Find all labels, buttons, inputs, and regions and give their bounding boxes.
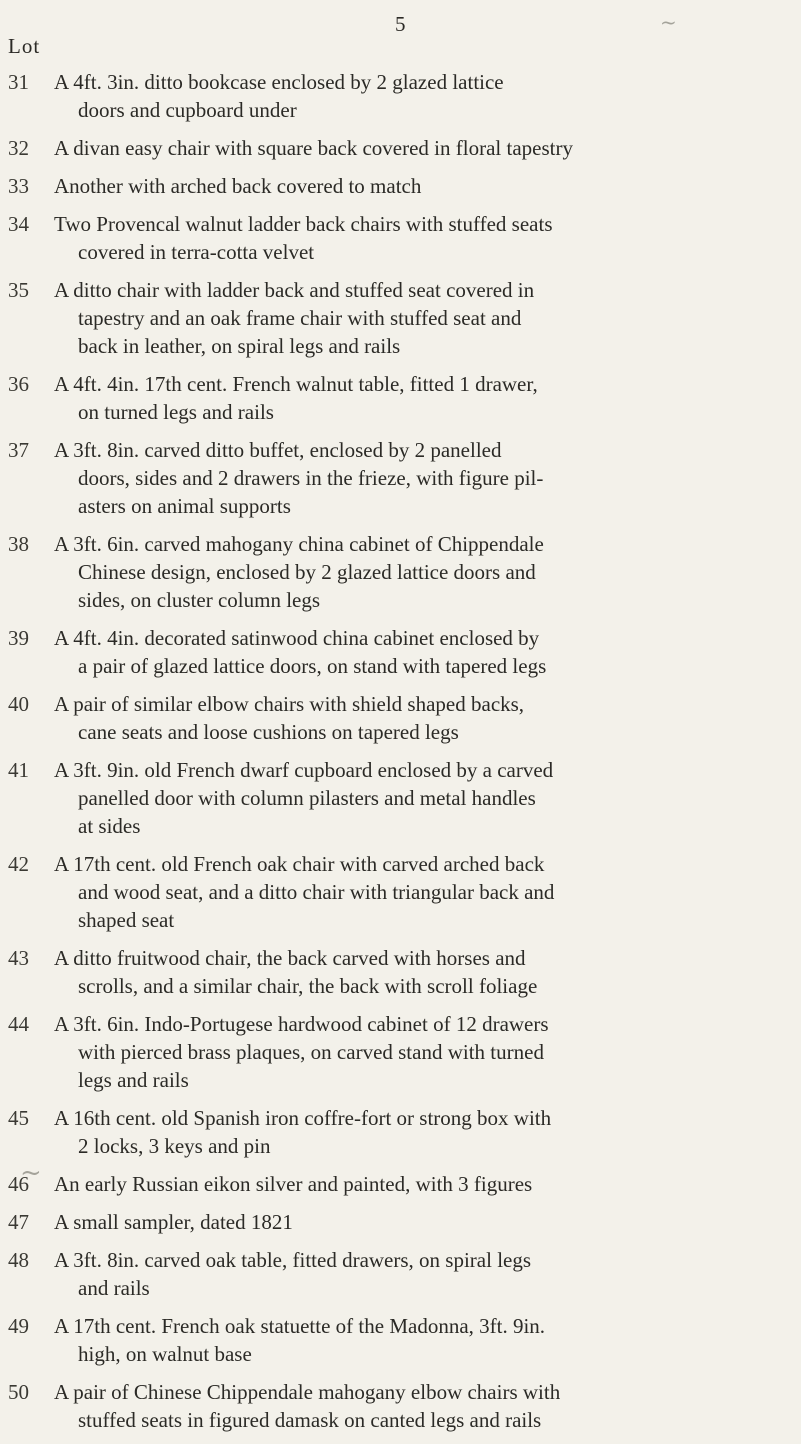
lot-entry xyxy=(0,624,801,680)
lot-entry xyxy=(0,68,801,124)
lot-number: 36 xyxy=(8,372,29,396)
lot-description-line: A 3ft. 9in. old French dwarf cupboard enclosed by a carved xyxy=(54,758,554,782)
lot-number: 42 xyxy=(8,852,29,876)
lot-number: 39 xyxy=(8,626,29,650)
lot-description-line: and rails xyxy=(78,1276,150,1300)
lot-description xyxy=(54,276,724,360)
lot-description-line: A pair of Chinese Chippendale mahogany elbow chairs with xyxy=(54,1380,561,1404)
lot-entry xyxy=(0,370,801,426)
lot-description xyxy=(54,530,724,614)
lot-description xyxy=(54,436,724,520)
lot-description-line: A 17th cent. French oak statuette of the Madonna, 3ft. 9in. xyxy=(54,1314,546,1338)
lot-entry xyxy=(0,1010,801,1094)
lot-description-line: A 16th cent. old Spanish iron coffre-fort or strong box with xyxy=(54,1106,552,1130)
lot-description xyxy=(54,172,724,200)
lot-number: 32 xyxy=(8,136,29,160)
lot-entry xyxy=(0,1170,801,1198)
lot-entry xyxy=(0,530,801,614)
lot-description-line: panelled door with column pilasters and metal handles xyxy=(78,786,536,810)
lot-number: 31 xyxy=(8,70,29,94)
lot-description xyxy=(54,944,724,1000)
lot-number: 46 xyxy=(8,1172,29,1196)
lot-description xyxy=(54,1246,724,1302)
lot-entry xyxy=(0,1312,801,1368)
lot-description-line: legs and rails xyxy=(78,1068,189,1092)
lot-entry xyxy=(0,944,801,1000)
lot-entry xyxy=(0,210,801,266)
lot-description-line: shaped seat xyxy=(78,908,175,932)
lot-column-header: Lot xyxy=(8,34,41,58)
lot-description-line: stuffed seats in figured damask on canted legs and rails xyxy=(78,1408,542,1432)
lot-description-line: scrolls, and a similar chair, the back with scroll foliage xyxy=(78,974,538,998)
lot-description xyxy=(54,850,724,934)
lot-entry xyxy=(0,436,801,520)
lot-entry xyxy=(0,1378,801,1434)
lot-description-line: A ditto chair with ladder back and stuffed seat covered in xyxy=(54,278,535,302)
lot-description xyxy=(54,624,724,680)
lot-description-line: with pierced brass plaques, on carved stand with turned xyxy=(78,1040,544,1064)
page-number: 5 xyxy=(395,12,406,36)
lot-number: 47 xyxy=(8,1210,29,1234)
lot-number: 38 xyxy=(8,532,29,556)
lot-description xyxy=(54,68,724,124)
lot-description-line: sides, on cluster column legs xyxy=(78,588,321,612)
lot-description-line: A 3ft. 8in. carved ditto buffet, enclosed by 2 panelled xyxy=(54,438,502,462)
lot-number: 34 xyxy=(8,212,29,236)
lot-description-line: asters on animal supports xyxy=(78,494,291,518)
lot-description-line: a pair of glazed lattice doors, on stand with tapered legs xyxy=(78,654,547,678)
lot-description xyxy=(54,1010,724,1094)
lot-description-line: high, on walnut base xyxy=(78,1342,252,1366)
lot-description-line: covered in terra-cotta velvet xyxy=(78,240,315,264)
lot-entry xyxy=(0,134,801,162)
lot-description-line: A 4ft. 3in. ditto bookcase enclosed by 2 glazed lattice xyxy=(54,70,504,94)
lot-number: 43 xyxy=(8,946,29,970)
lot-description-line: A pair of similar elbow chairs with shield shaped backs, xyxy=(54,692,525,716)
lot-description xyxy=(54,1104,724,1160)
lot-description-line: tapestry and an oak frame chair with stuffed seat and xyxy=(78,306,522,330)
lot-number: 49 xyxy=(8,1314,29,1338)
lot-description xyxy=(54,1208,724,1236)
lot-list xyxy=(0,68,801,1444)
lot-number: 45 xyxy=(8,1106,29,1130)
lot-description xyxy=(54,370,724,426)
lot-number: 35 xyxy=(8,278,29,302)
lot-number: 41 xyxy=(8,758,29,782)
pencil-annotation: ~ xyxy=(20,1158,42,1188)
lot-description-line: A 3ft. 8in. carved oak table, fitted drawers, on spiral legs xyxy=(54,1248,532,1272)
lot-description-line: cane seats and loose cushions on tapered legs xyxy=(78,720,459,744)
lot-description xyxy=(54,1378,724,1434)
lot-description-line: A small sampler, dated 1821 xyxy=(54,1210,293,1234)
lot-description-line: A divan easy chair with square back covered in floral tapestry xyxy=(54,136,573,160)
lot-description-line: A 3ft. 6in. Indo-Portugese hardwood cabinet of 12 drawers xyxy=(54,1012,549,1036)
lot-description xyxy=(54,756,724,840)
lot-description-line: on turned legs and rails xyxy=(78,400,274,424)
lot-description-line: doors and cupboard under xyxy=(78,98,297,122)
lot-description-line: Chinese design, enclosed by 2 glazed lattice doors and xyxy=(78,560,536,584)
lot-description-line: A 4ft. 4in. 17th cent. French walnut table, fitted 1 drawer, xyxy=(54,372,538,396)
lot-entry xyxy=(0,1208,801,1236)
lot-entry xyxy=(0,756,801,840)
lot-number: 37 xyxy=(8,438,29,462)
lot-entry xyxy=(0,690,801,746)
lot-description xyxy=(54,690,724,746)
pencil-annotation: ~ xyxy=(660,10,677,34)
lot-number: 44 xyxy=(8,1012,29,1036)
lot-description xyxy=(54,1312,724,1368)
lot-description-line: An early Russian eikon silver and painted, with 3 figures xyxy=(54,1172,533,1196)
lot-description-line: A 3ft. 6in. carved mahogany china cabinet of Chippendale xyxy=(54,532,544,556)
lot-description-line: 2 locks, 3 keys and pin xyxy=(78,1134,271,1158)
lot-entry xyxy=(0,850,801,934)
lot-entry xyxy=(0,172,801,200)
lot-entry xyxy=(0,276,801,360)
lot-description xyxy=(54,210,724,266)
lot-description-line: and wood seat, and a ditto chair with triangular back and xyxy=(78,880,555,904)
lot-description-line: at sides xyxy=(78,814,141,838)
lot-number: 48 xyxy=(8,1248,29,1272)
lot-description xyxy=(54,1170,724,1198)
lot-description-line: A ditto fruitwood chair, the back carved with horses and xyxy=(54,946,526,970)
lot-description-line: back in leather, on spiral legs and rails xyxy=(78,334,401,358)
lot-description-line: A 17th cent. old French oak chair with carved arched back xyxy=(54,852,545,876)
lot-description-line: Another with arched back covered to match xyxy=(54,174,422,198)
lot-description xyxy=(54,134,724,162)
lot-entry xyxy=(0,1246,801,1302)
lot-description-line: Two Provencal walnut ladder back chairs with stuffed seats xyxy=(54,212,553,236)
lot-description-line: A 4ft. 4in. decorated satinwood china cabinet enclosed by xyxy=(54,626,540,650)
lot-description-line: doors, sides and 2 drawers in the frieze, with figure pil- xyxy=(78,466,544,490)
lot-number: 40 xyxy=(8,692,29,716)
lot-entry xyxy=(0,1104,801,1160)
lot-number: 33 xyxy=(8,174,29,198)
lot-number: 50 xyxy=(8,1380,29,1404)
